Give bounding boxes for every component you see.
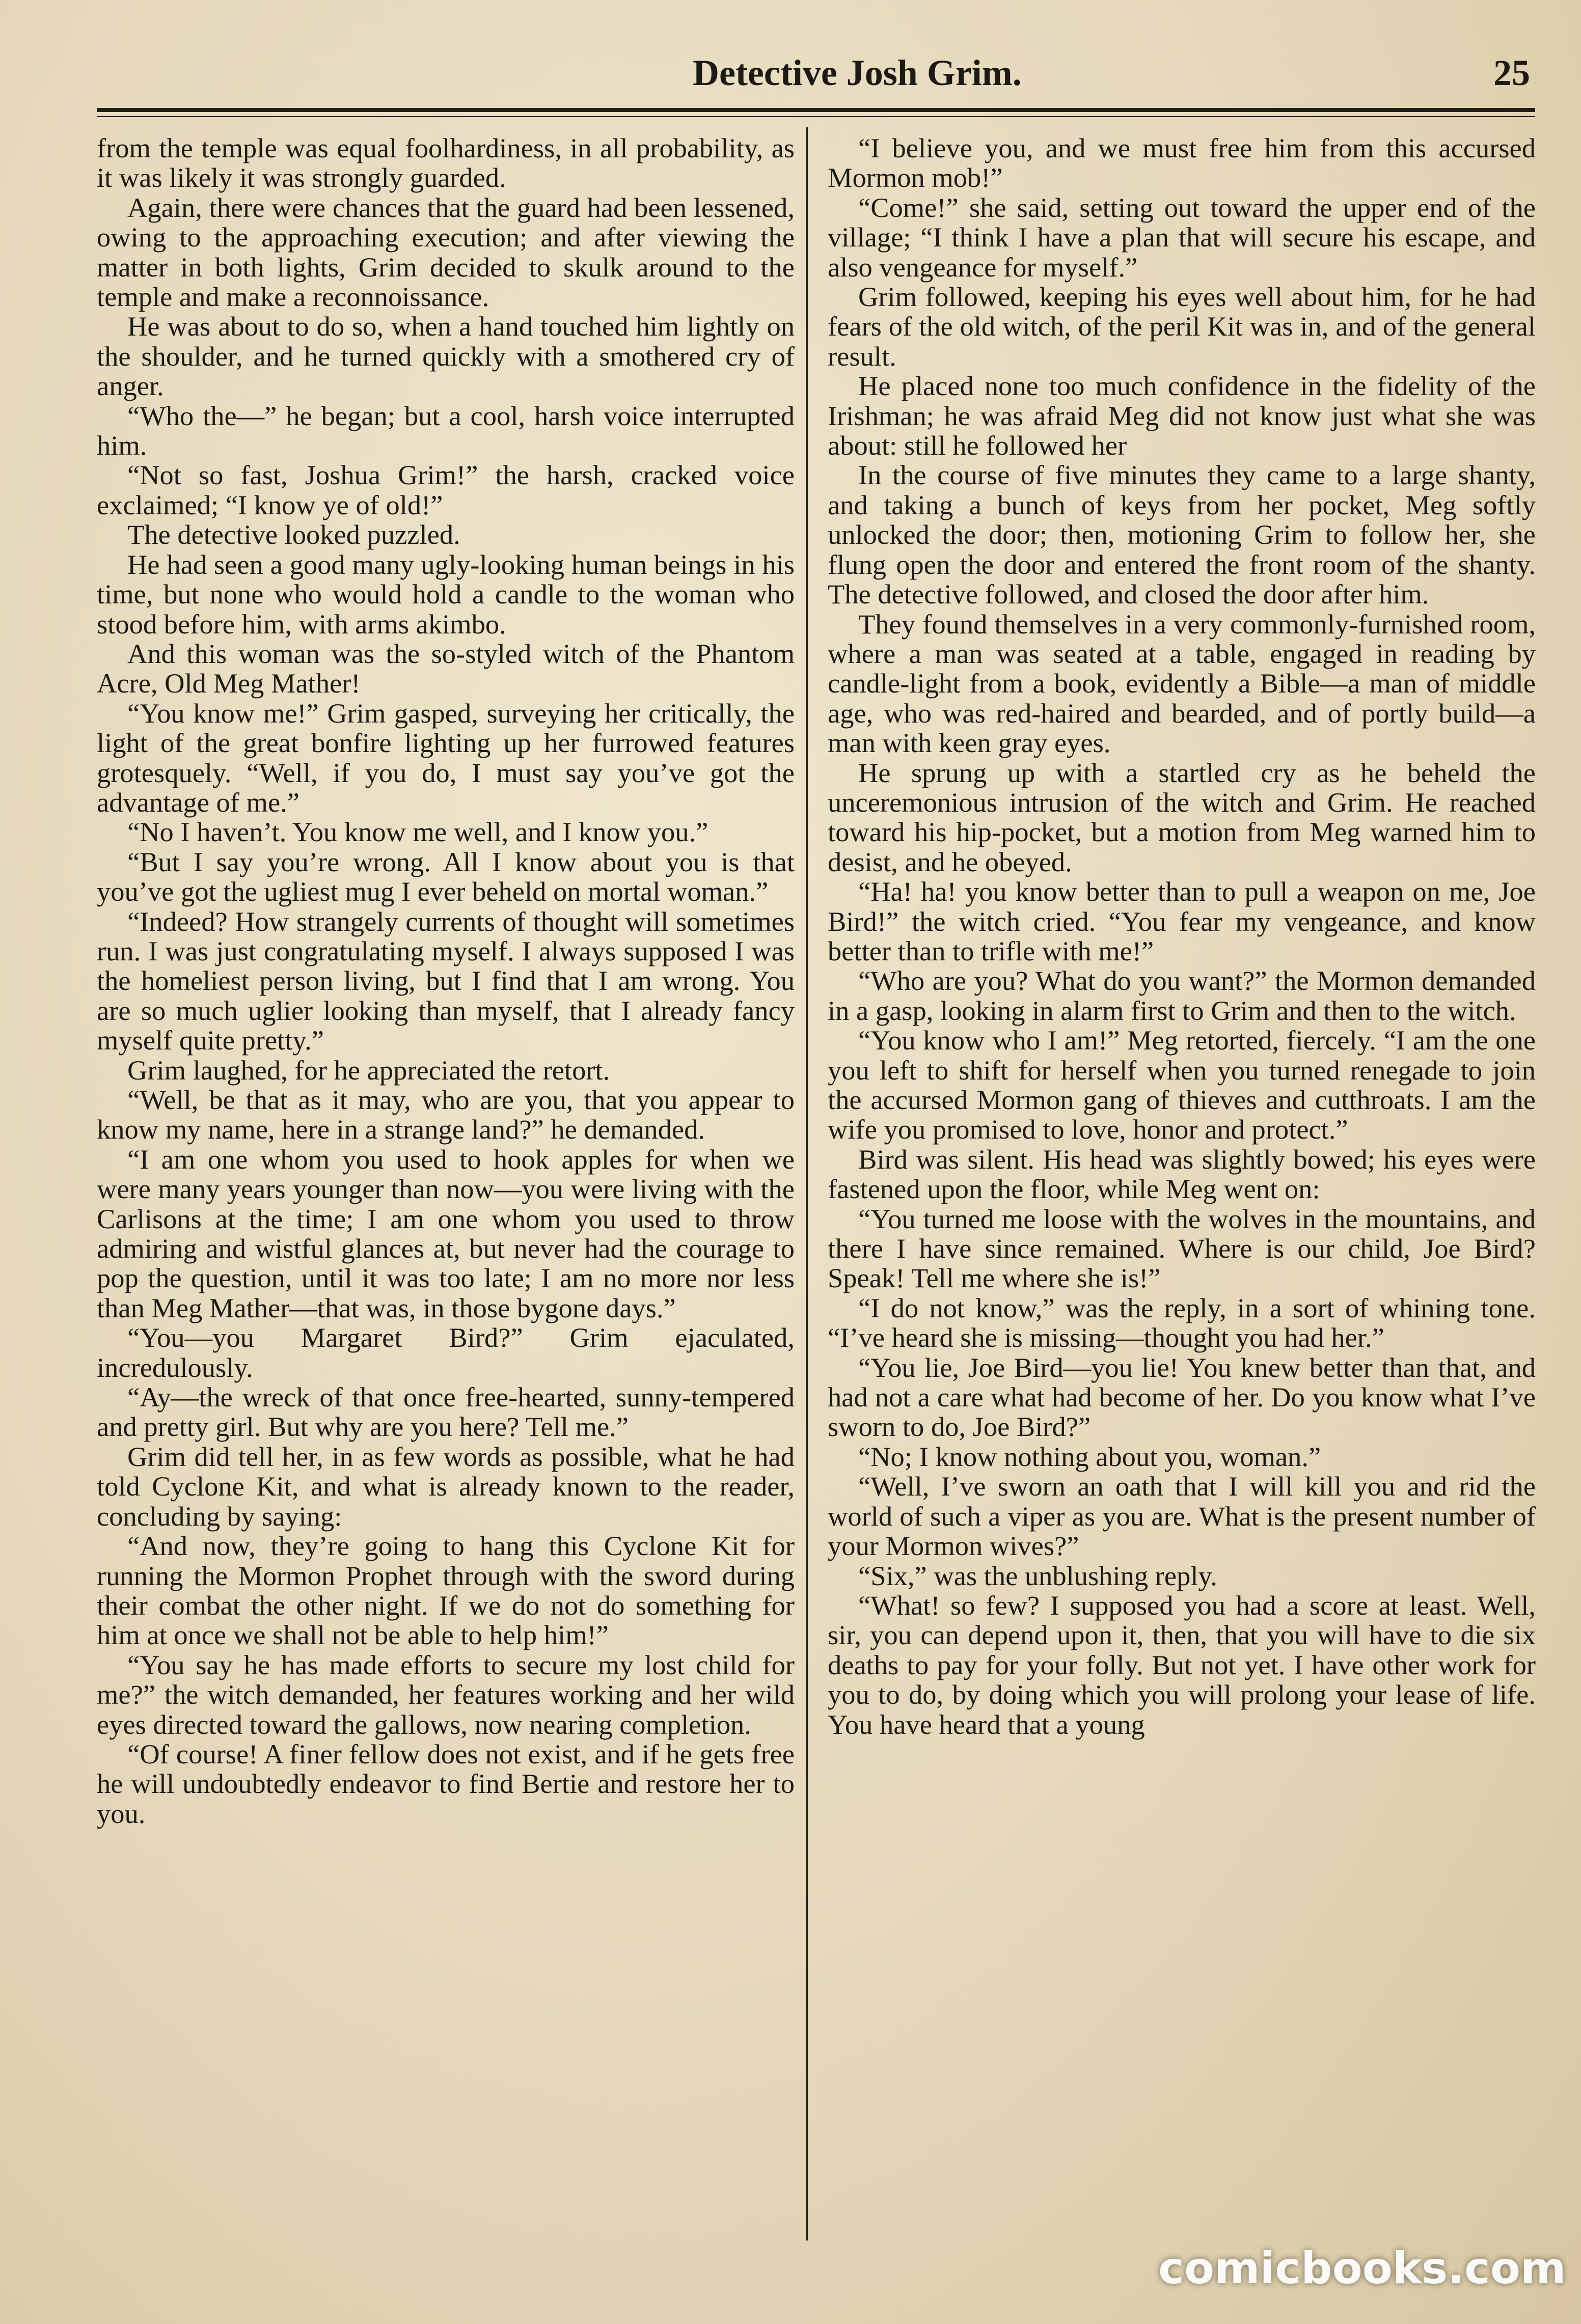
paragraph: “Ha! ha! you know better than to pull a weapon on me, Joe Bird!” the witch cried. “You fear my vengeance, and know better than to trifle with me!” <box>828 876 1536 966</box>
running-title: Detective Josh Grim. <box>693 52 1022 93</box>
paragraph: “Of course! A finer fellow does not exist, and if he gets free he will undoubtedly endeavor to find Bertie and restore her to you. <box>97 1738 795 1829</box>
paragraph: He had seen a good many ugly-looking human beings in his time, but none who would hold a candle to the woman who stood before him, with arms akimbo. <box>97 548 795 640</box>
paragraph: “I am one whom you used to hook apples for when we were many years younger than now—you were living with the Carlisons at the time; I am one whom you used to throw admiring and wistful glances at, but never had the courage to pop the question, until it was too late; I am no more nor less than Meg Mather—that was, in those bygone days.” <box>97 1143 795 1323</box>
paragraph: “Well, I’ve sworn an oath that I will kill you and rid the world of such a viper as you are. What is the present number of your Mormon wives?” <box>828 1471 1536 1562</box>
header-rule-thin <box>97 116 1535 117</box>
paragraph: “And now, they’re going to hang this Cyclone Kit for running the Mormon Prophet through with the sword during their combat the other night. If we do not do something for him at once we shall not be able to help him!” <box>97 1530 795 1651</box>
paragraph: They found themselves in a very commonly-furnished room, where a man was seated at a table, engaged in reading by candle-light from a book, evidently a Bible—a man of middle age, who was red-haired and bearded, and of portly build—a man with keen gray eyes. <box>828 608 1536 759</box>
paragraph: Again, there were chances that the guard had been lessened, owing to the approaching execution; and after viewing the matter in both lights, Grim decided to skulk around to the temple and make a reconnoissance. <box>97 191 795 313</box>
paragraph: “Six,” was the unblushing reply. <box>858 1560 1217 1591</box>
paragraph: “No I haven’t. You know me well, and I know you.” <box>127 816 708 848</box>
paragraph: And this woman was the so-styled witch of the Phantom Acre, Old Meg Mather! <box>97 638 795 699</box>
paragraph: “Who are you? What do you want?” the Mormon demanded in a gasp, looking in alarm first to Grim and then to the witch. <box>828 965 1536 1026</box>
paragraph: from the temple was equal foolhardiness, in all probability, as it was likely it was strongly guarded. <box>97 133 795 193</box>
paragraph: He was about to do so, when a hand touched him lightly on the shoulder, and he turned quickly with a smothered cry of anger. <box>97 311 795 402</box>
page-number: 25 <box>1493 52 1530 93</box>
paragraph: “You lie, Joe Bird—you lie! You knew better than that, and had not a care what had become of her. Do you know what I’ve sworn to do, Joe Bird?” <box>828 1351 1536 1443</box>
paragraph: “No; I know nothing about you, woman.” <box>858 1441 1321 1472</box>
paragraph: “Well, be that as it may, who are you, that you appear to know my name, here in a strange land?” he demanded. <box>97 1084 795 1145</box>
right-column <box>828 133 1536 2247</box>
paragraph: “You know who I am!” Meg retorted, fiercely. “I am the one you left to shift for herself when you turned renegade to join the accursed Mormon gang of thieves and cutthroats. I am the wife you promised to love, honor and protect.” <box>828 1025 1536 1145</box>
paragraph: “You know me!” Grim gasped, surveying her critically, the light of the great bonfire lighting up her furrowed features grotesquely. “Well, if you do, I must say you’ve got the advantage of me.” <box>97 697 795 818</box>
paragraph: “Ay—the wreck of that once free-hearted, sunny-tempered and pretty girl. But why are you here? Tell me.” <box>97 1381 795 1443</box>
paragraph: Grim laughed, for he appreciated the retort. <box>127 1054 610 1086</box>
paragraph: “You—you Margaret Bird?” Grim ejaculated, incredulously. <box>97 1322 795 1383</box>
paragraph: He placed none too much confidence in the fidelity of the Irishman; he was afraid Meg did not know just what she was about: still he followed her <box>828 370 1536 461</box>
paragraph: “I believe you, and we must free him from this accursed Mormon mob!” <box>828 133 1536 193</box>
header-rule <box>97 108 1535 112</box>
paragraph: “Indeed? How strangely currents of thought will sometimes run. I was just congratulating myself. I always supposed I was the homeliest person living, but I find that I am wrong. You are so much uglier looking than myself, that I already fancy myself quite pretty.” <box>97 905 795 1056</box>
paragraph: “What! so few? I supposed you had a score at least. Well, sir, you can depend upon it, then, that you will have to die six deaths to pay for your folly. But not yet. I have other work for you to do, by doing which you will prolong your lease of life. You have heard that a young <box>828 1589 1536 1740</box>
paragraph: “Not so fast, Joshua Grim!” the harsh, cracked voice exclaimed; “I know ye of old!” <box>97 459 795 520</box>
paragraph: “I do not know,” was the reply, in a sort of whining tone. “I’ve heard she is missing—thought you had her.” <box>828 1292 1536 1353</box>
left-column <box>97 133 795 2247</box>
running-head <box>92 45 1530 101</box>
paragraph: Grim followed, keeping his eyes well about him, for he had fears of the old witch, of the peril Kit was in, and of the general result. <box>828 281 1536 372</box>
paragraph: Grim did tell her, in as few words as possible, what he had told Cyclone Kit, and what is already known to the reader, concluding by saying: <box>97 1441 795 1532</box>
column-rule <box>806 127 808 2240</box>
paragraph: “Come!” she said, setting out toward the upper end of the village; “I think I have a plan that will secure his escape, and also vengeance for myself.” <box>828 191 1536 283</box>
paragraph: Bird was silent. His head was slightly bowed; his eyes were fastened upon the floor, while Meg went on: <box>828 1143 1536 1205</box>
paragraph: “You say he has made efforts to secure my lost child for me?” the witch demanded, her features working and her wild eyes directed toward the gallows, now nearing completion. <box>97 1649 795 1740</box>
paragraph: “You turned me loose with the wolves in the mountains, and there I have since remained. Where is our child, Joe Bird? Speak! Tell me where she is!” <box>828 1203 1536 1294</box>
paragraph: “But I say you’re wrong. All I know about you is that you’ve got the ugliest mug I ever beheld on mortal woman.” <box>97 846 795 907</box>
paragraph: The detective looked puzzled. <box>127 519 460 550</box>
paragraph: “Who the—” he began; but a cool, harsh voice interrupted him. <box>97 400 795 461</box>
paragraph: In the course of five minutes they came to a large shanty, and taking a bunch of keys from her pocket, Meg softly unlocked the door; then, motioning Grim to follow her, she flung open the door and entered the front room of the shanty. The detective followed, and closed the door after him. <box>828 459 1536 610</box>
site-watermark: comicbooks.com <box>1158 2243 1566 2294</box>
paragraph: He sprung up with a startled cry as he beheld the unceremonious intrusion of the witch and Grim. He reached toward his hip-pocket, but a motion from Meg warned him to desist, and he obeyed. <box>828 757 1536 877</box>
